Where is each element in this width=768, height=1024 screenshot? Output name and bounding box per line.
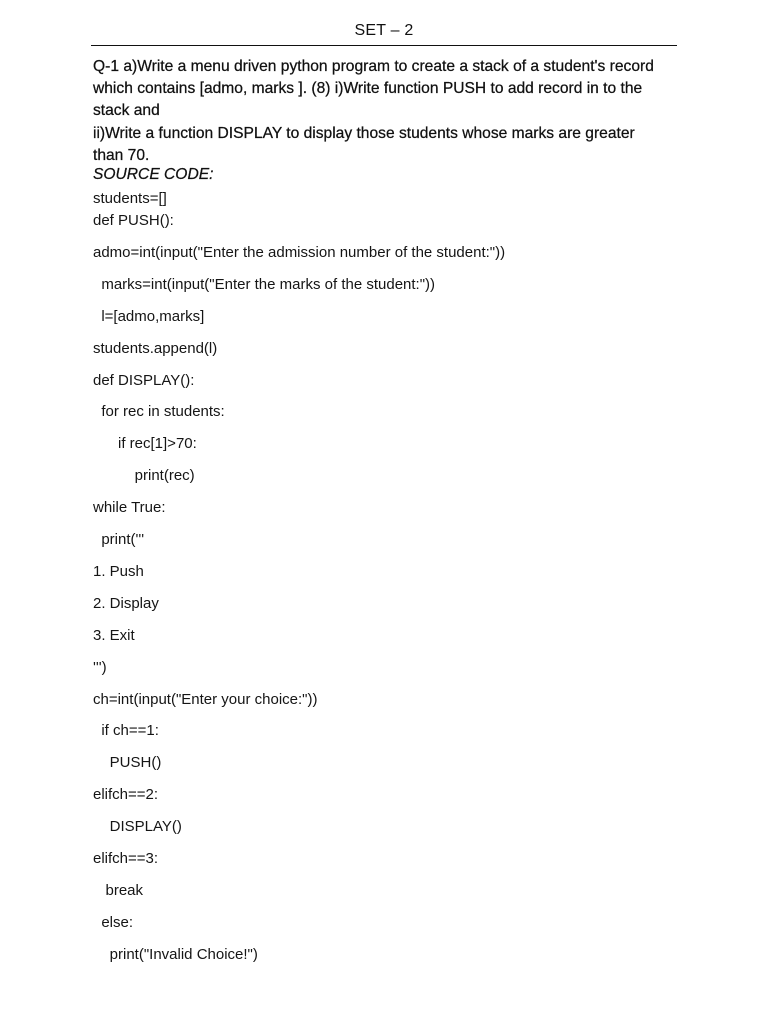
set-title: SET – 2 (354, 22, 414, 39)
code-line: DISPLAY() (93, 818, 182, 835)
code-line: l=[admo,marks] (93, 308, 205, 325)
code-line: if rec[1]>70: (93, 435, 197, 452)
code-line: elifch==3: (93, 850, 159, 867)
code-line: if ch==1: (93, 722, 159, 739)
code-line: PUSH() (93, 754, 162, 771)
question-line: Q-1 a)Write a menu driven python program to create a stack of a student's record (93, 58, 654, 75)
code-line: students.append(l) (93, 340, 218, 357)
question-line: which contains [admo, marks ]. (8) i)Write function PUSH to add record in to the (93, 80, 643, 98)
code-line: marks=int(input("Enter the marks of the student:")) (93, 276, 436, 293)
question-line: than 70. (93, 146, 150, 164)
code-line: def PUSH(): (93, 212, 174, 229)
source-code-heading: SOURCE CODE: (93, 166, 214, 183)
code-line: admo=int(input("Enter the admission number of the student:")) (93, 244, 506, 261)
question-text (93, 56, 683, 167)
code-line: while True: (93, 499, 166, 516)
code-line: print(rec) (93, 467, 195, 484)
code-line: print(''' (93, 531, 145, 548)
code-line: else: (93, 914, 134, 931)
question-line: ii)Write a function DISPLAY to display those students whose marks are greater (93, 124, 635, 142)
code-line: elifch==2: (93, 786, 159, 803)
code-line: for rec in students: (93, 403, 225, 420)
code-line: ch=int(input("Enter your choice:")) (93, 691, 318, 708)
code-line: break (93, 882, 144, 899)
code-line: 2. Display (93, 595, 159, 612)
title-divider (91, 45, 677, 46)
code-line: print("Invalid Choice!") (93, 946, 258, 963)
code-line: def DISPLAY(): (93, 372, 195, 389)
code-line: 3. Exit (93, 627, 135, 644)
question-line: stack and (93, 102, 160, 120)
code-line: students=[] (93, 190, 167, 207)
code-line: 1. Push (93, 563, 144, 580)
code-line: ''') (93, 659, 107, 676)
